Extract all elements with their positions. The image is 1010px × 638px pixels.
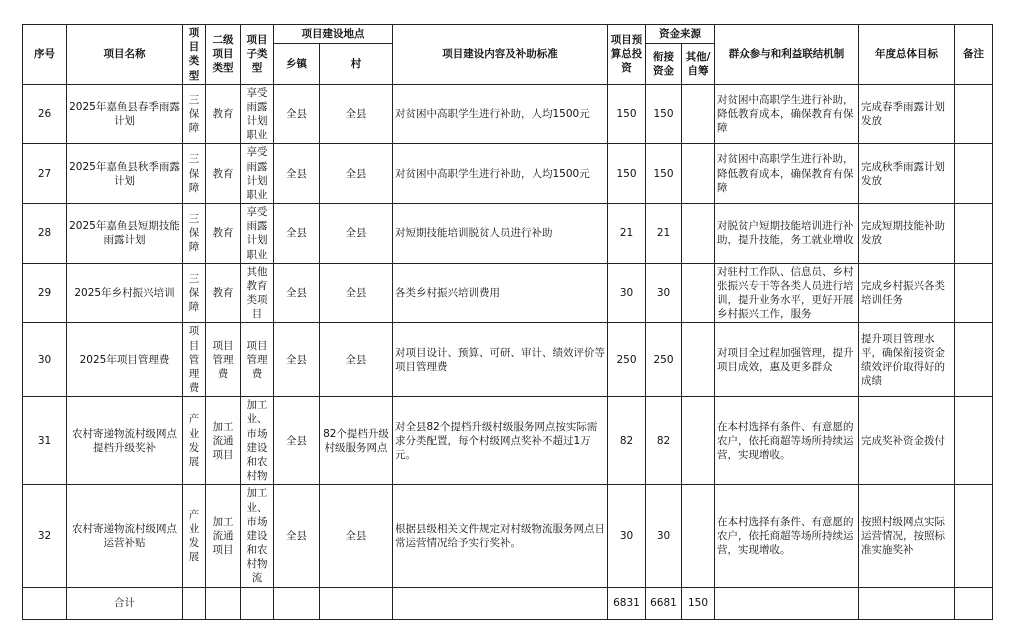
cell-goal: 按照村级网点实际运营情况，按照标准实施奖补 — [859, 485, 955, 587]
cell-town: 全县 — [274, 204, 320, 264]
cell-note — [955, 397, 993, 485]
cell-content: 对项目设计、预算、可研、审计、绩效评价等项目管理费 — [393, 323, 608, 397]
cell-other — [682, 84, 715, 144]
cell-other — [682, 323, 715, 397]
cell-town: 全县 — [274, 84, 320, 144]
header-fund-connect: 衔接资金 — [646, 43, 682, 84]
cell-village: 82个提档升级村级服务网点 — [320, 397, 393, 485]
header-content: 项目建设内容及补助标准 — [393, 25, 608, 85]
cell-subtype: 享受雨露计划职业 — [241, 144, 274, 204]
header-name: 项目名称 — [67, 25, 183, 85]
total-blank — [715, 587, 859, 619]
cell-budget: 30 — [608, 263, 646, 323]
cell-type2: 加工流通项目 — [206, 397, 241, 485]
table-row — [23, 84, 993, 144]
cell-other — [682, 144, 715, 204]
header-seq: 序号 — [23, 25, 67, 85]
total-blank — [206, 587, 241, 619]
header-funds: 资金来源 — [646, 25, 715, 44]
header-town: 乡镇 — [274, 43, 320, 84]
cell-connect: 150 — [646, 144, 682, 204]
total-other: 150 — [682, 587, 715, 619]
cell-goal: 提升项目管理水平，确保衔接资金绩效评价取得好的成绩 — [859, 323, 955, 397]
cell-name: 2025年嘉鱼县短期技能雨露计划 — [67, 204, 183, 264]
table-row — [23, 485, 993, 587]
cell-name: 农村寄递物流村级网点运营补贴 — [67, 485, 183, 587]
total-blank — [393, 587, 608, 619]
cell-type2: 教育 — [206, 84, 241, 144]
cell-type: 三保障 — [183, 263, 206, 323]
cell-town: 全县 — [274, 323, 320, 397]
cell-type: 三保障 — [183, 144, 206, 204]
cell-mechanism: 对项目全过程加强管理，提升项目成效，惠及更多群众 — [715, 323, 859, 397]
table-row — [23, 144, 993, 204]
cell-connect: 30 — [646, 263, 682, 323]
cell-seq: 26 — [23, 84, 67, 144]
cell-village: 全县 — [320, 263, 393, 323]
cell-subtype: 加工业、市场建设和农村物流 — [241, 485, 274, 587]
table-row — [23, 323, 993, 397]
cell-subtype: 享受雨露计划职业 — [241, 204, 274, 264]
cell-name: 农村寄递物流村级网点提档升级奖补 — [67, 397, 183, 485]
cell-content: 各类乡村振兴培训费用 — [393, 263, 608, 323]
header-type: 项目类型 — [183, 25, 206, 85]
cell-name: 2025年嘉鱼县秋季雨露计划 — [67, 144, 183, 204]
cell-village: 全县 — [320, 84, 393, 144]
cell-mechanism: 对脱贫户短期技能培训进行补助，提升技能，务工就业增收 — [715, 204, 859, 264]
cell-seq: 27 — [23, 144, 67, 204]
cell-budget: 21 — [608, 204, 646, 264]
cell-name: 2025年嘉鱼县春季雨露计划 — [67, 84, 183, 144]
cell-village: 全县 — [320, 485, 393, 587]
header-note: 备注 — [955, 25, 993, 85]
cell-type2: 教育 — [206, 204, 241, 264]
cell-goal: 完成春季雨露计划发放 — [859, 84, 955, 144]
cell-content: 对贫困中高职学生进行补助，人均1500元 — [393, 144, 608, 204]
cell-town: 全县 — [274, 144, 320, 204]
total-budget: 6831 — [608, 587, 646, 619]
cell-note — [955, 204, 993, 264]
cell-type2: 项目管理费 — [206, 323, 241, 397]
cell-note — [955, 263, 993, 323]
cell-village: 全县 — [320, 204, 393, 264]
cell-seq: 31 — [23, 397, 67, 485]
cell-goal: 完成奖补资金拨付 — [859, 397, 955, 485]
cell-note — [955, 485, 993, 587]
total-blank — [320, 587, 393, 619]
cell-town: 全县 — [274, 263, 320, 323]
cell-mechanism: 对贫困中高职学生进行补助，降低教育成本，确保教育有保障 — [715, 84, 859, 144]
cell-budget: 150 — [608, 84, 646, 144]
header-goal: 年度总体目标 — [859, 25, 955, 85]
cell-connect: 82 — [646, 397, 682, 485]
total-blank — [859, 587, 955, 619]
cell-budget: 30 — [608, 485, 646, 587]
cell-type: 三保障 — [183, 84, 206, 144]
total-connect: 6681 — [646, 587, 682, 619]
cell-budget: 150 — [608, 144, 646, 204]
cell-subtype: 享受雨露计划职业 — [241, 84, 274, 144]
cell-mechanism: 对贫困中高职学生进行补助，降低教育成本，确保教育有保障 — [715, 144, 859, 204]
cell-other — [682, 485, 715, 587]
cell-type: 项目管理费 — [183, 323, 206, 397]
cell-connect: 250 — [646, 323, 682, 397]
cell-type: 产业发展 — [183, 397, 206, 485]
cell-seq: 30 — [23, 323, 67, 397]
total-blank — [955, 587, 993, 619]
cell-connect: 150 — [646, 84, 682, 144]
cell-name: 2025年乡村振兴培训 — [67, 263, 183, 323]
cell-content: 对短期技能培训脱贫人员进行补助 — [393, 204, 608, 264]
cell-budget: 250 — [608, 323, 646, 397]
total-label: 合计 — [67, 587, 183, 619]
cell-note — [955, 144, 993, 204]
header-subtype2: 二级项目类型 — [206, 25, 241, 85]
cell-type: 三保障 — [183, 204, 206, 264]
total-blank-seq — [23, 587, 67, 619]
cell-content: 根据县级相关文件规定对村级物流服务网点日常运营情况给予实行奖补。 — [393, 485, 608, 587]
cell-note — [955, 84, 993, 144]
cell-other — [682, 397, 715, 485]
cell-type: 产业发展 — [183, 485, 206, 587]
cell-connect: 30 — [646, 485, 682, 587]
cell-goal: 完成乡村振兴各类培训任务 — [859, 263, 955, 323]
cell-content: 对全县82个提档升级村级服务网点按实际需求分类配置，每个村级网点奖补不超过1万元。 — [393, 397, 608, 485]
total-blank — [183, 587, 206, 619]
cell-name: 2025年项目管理费 — [67, 323, 183, 397]
cell-mechanism: 在本村选择有条件、有意愿的农户，依托商超等场所持续运营，实现增收。 — [715, 397, 859, 485]
header-village: 村 — [320, 43, 393, 84]
header-fund-other: 其他/自筹 — [682, 43, 715, 84]
table-row — [23, 263, 993, 323]
cell-budget: 82 — [608, 397, 646, 485]
cell-other — [682, 263, 715, 323]
cell-type2: 教育 — [206, 144, 241, 204]
cell-subtype: 项目管理费 — [241, 323, 274, 397]
cell-seq: 28 — [23, 204, 67, 264]
table-row — [23, 204, 993, 264]
cell-seq: 29 — [23, 263, 67, 323]
cell-village: 全县 — [320, 144, 393, 204]
cell-subtype: 加工业、市场建设和农村物 — [241, 397, 274, 485]
header-budget: 项目预算总投资 — [608, 25, 646, 85]
total-row — [23, 587, 993, 619]
cell-content: 对贫困中高职学生进行补助，人均1500元 — [393, 84, 608, 144]
cell-village: 全县 — [320, 323, 393, 397]
cell-town: 全县 — [274, 485, 320, 587]
cell-connect: 21 — [646, 204, 682, 264]
header-mechanism: 群众参与和利益联结机制 — [715, 25, 859, 85]
cell-seq: 32 — [23, 485, 67, 587]
table-row — [23, 397, 993, 485]
cell-type2: 教育 — [206, 263, 241, 323]
cell-town: 全县 — [274, 397, 320, 485]
cell-note — [955, 323, 993, 397]
project-table — [22, 24, 993, 620]
cell-type2: 加工流通项目 — [206, 485, 241, 587]
cell-other — [682, 204, 715, 264]
cell-mechanism: 在本村选择有条件、有意愿的农户，依托商超等场所持续运营，实现增收。 — [715, 485, 859, 587]
total-blank — [241, 587, 274, 619]
cell-mechanism: 对驻村工作队、信息员、乡村张振兴专干等各类人员进行培训，提升业务水平，更好开展乡村振兴工作，服务 — [715, 263, 859, 323]
header-location: 项目建设地点 — [274, 25, 393, 44]
cell-goal: 完成短期技能补助发放 — [859, 204, 955, 264]
total-blank — [274, 587, 320, 619]
cell-goal: 完成秋季雨露计划发放 — [859, 144, 955, 204]
cell-subtype: 其他教育类项目 — [241, 263, 274, 323]
header-subtype: 项目子类型 — [241, 25, 274, 85]
